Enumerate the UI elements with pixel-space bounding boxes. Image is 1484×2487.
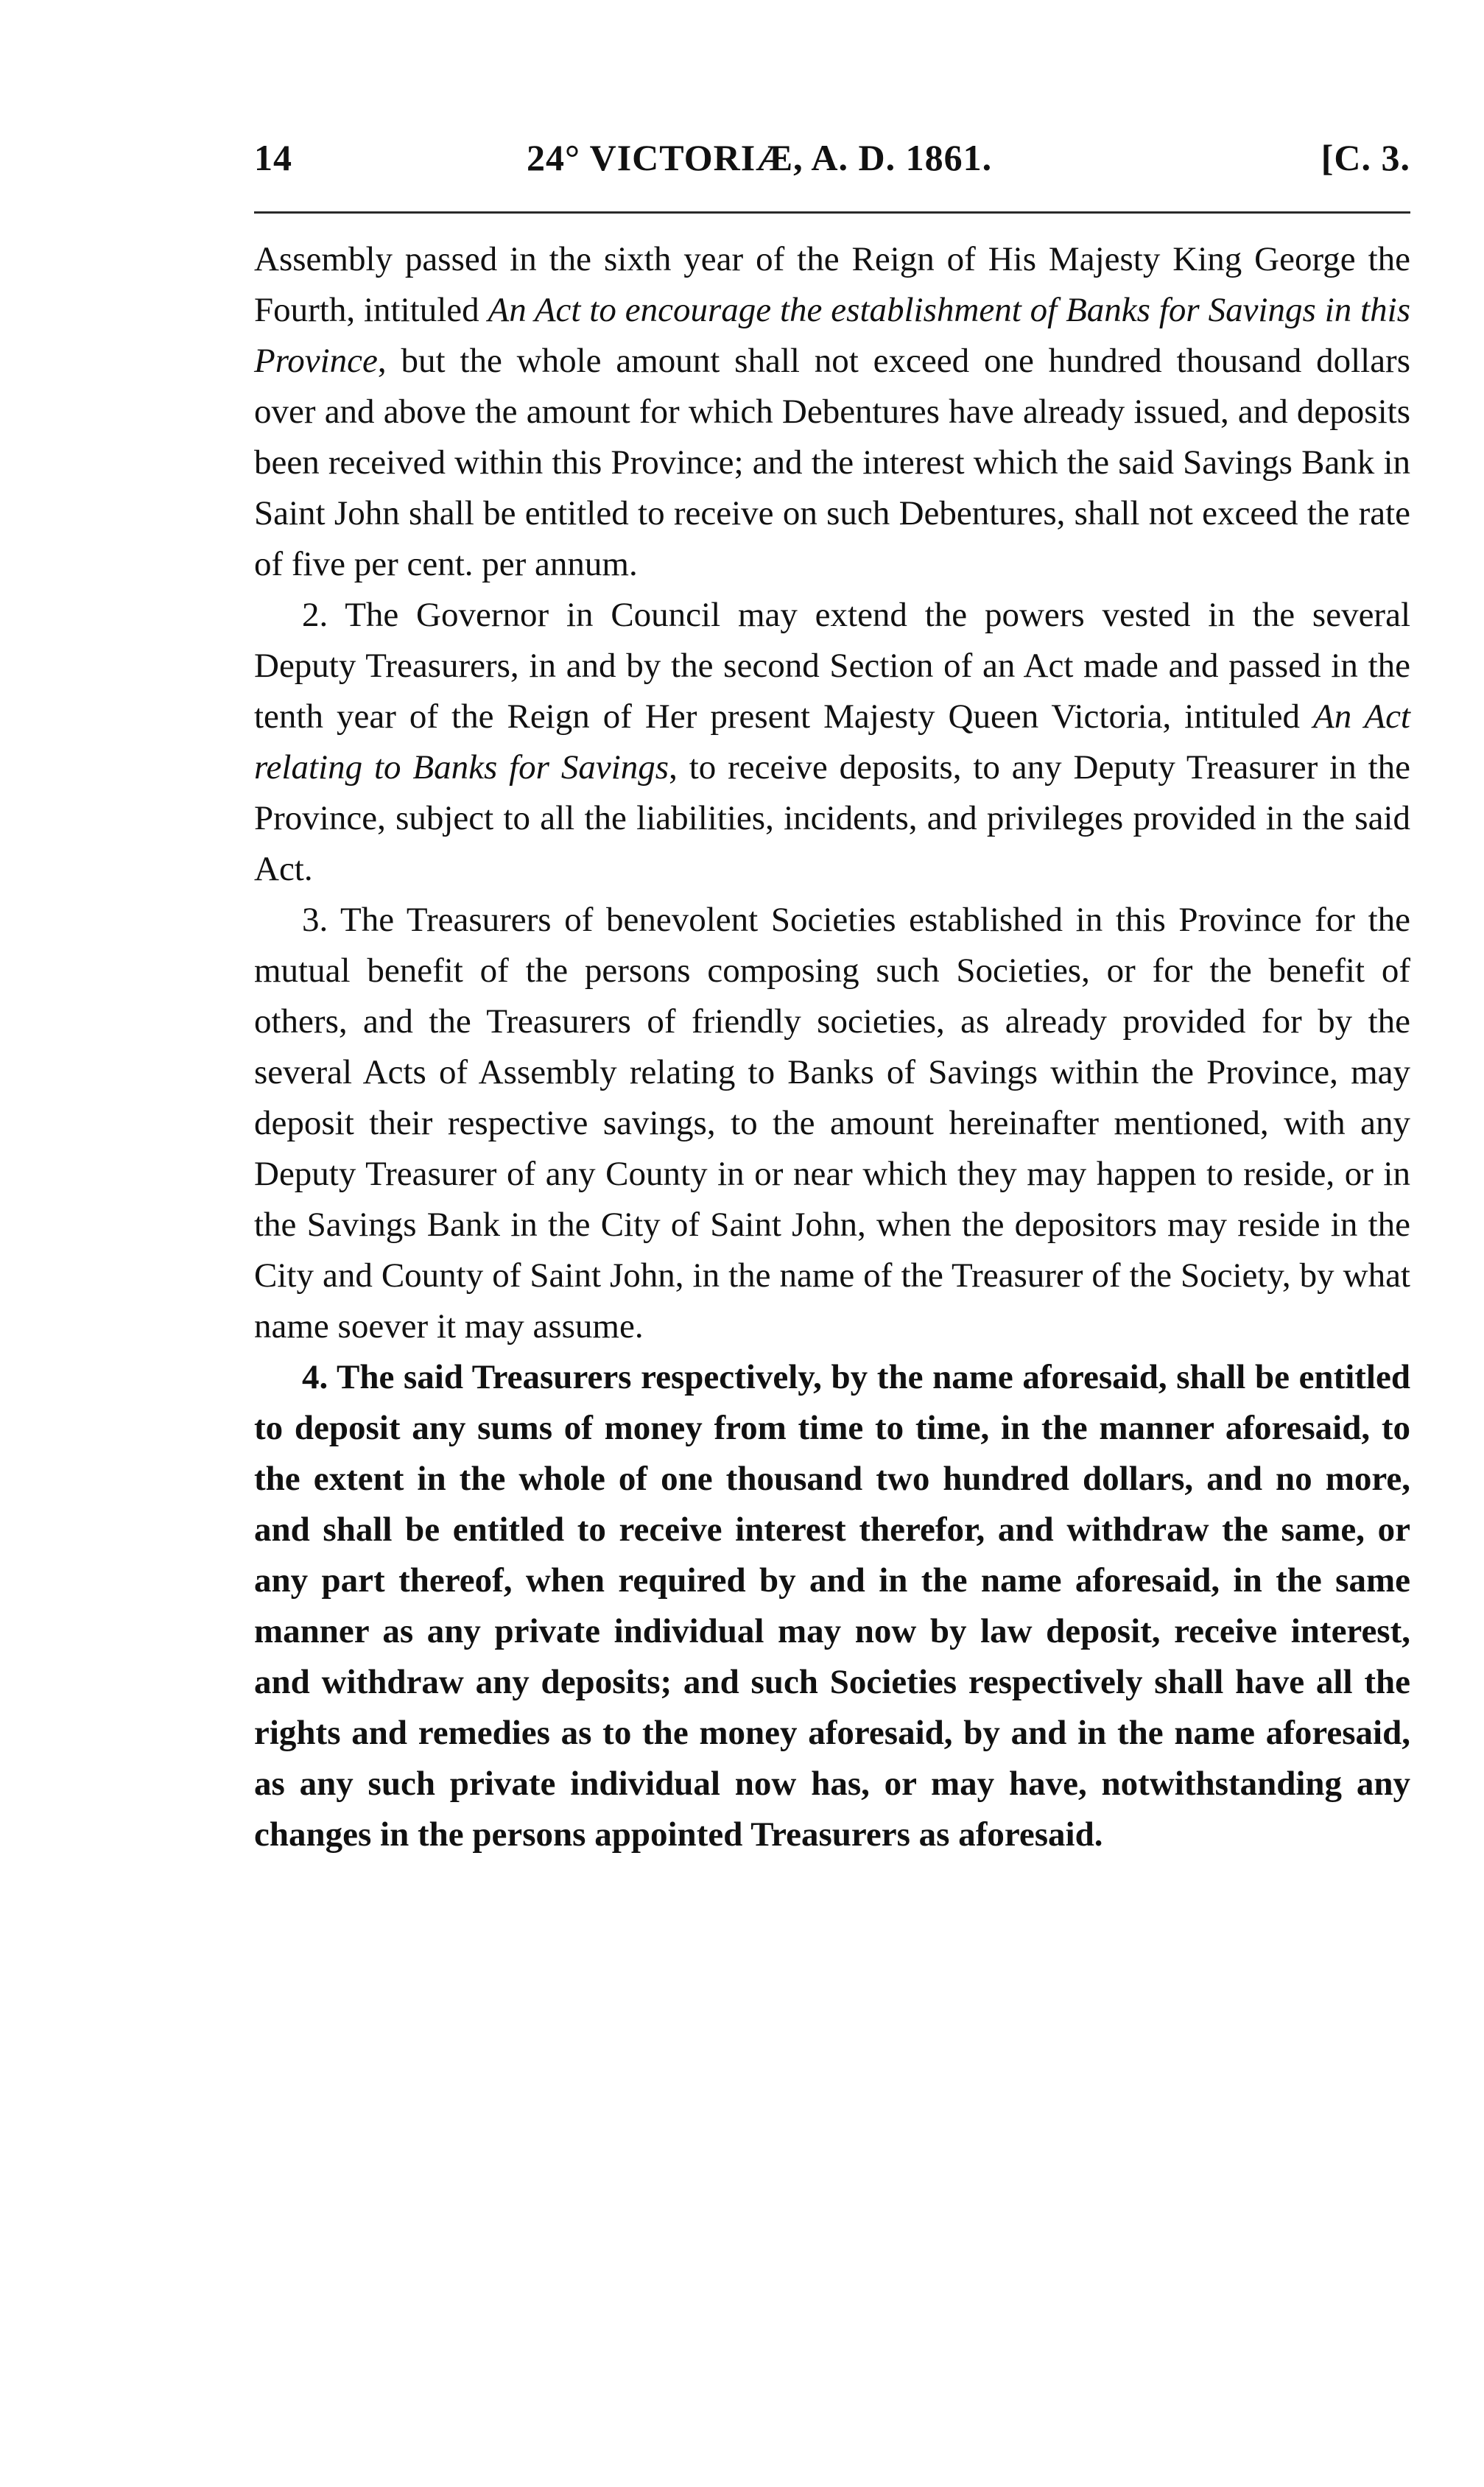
running-title: 24° VICTORIÆ, A. D. 1861. — [527, 137, 993, 178]
act-title: An Act to encourage the establishment of Banks for Savings in this Province — [254, 291, 1411, 380]
page-number: 14 — [254, 137, 292, 178]
paragraph-text: 2. The Governor in Council may extend the powers vested in the several Deputy Treasurers, in and by the second Section of an Act made and passed in the tenth year of the Reign of Her present Majesty Queen Victoria, intituled — [254, 596, 1410, 736]
paragraph-text: 3. The Treasurers of benevolent Societies established in this Province for the mutual benefit of the persons composing such Societies, or for the benefit of others, and the Treasurers of friendly societies, as already provided for by the several Acts of Assembly relating to Banks of Savings within the Province, may deposit their respective savings, to the amount hereinafter mentioned, with any Deputy Treasurer of any County in or near which they may happen to reside, or in the Savings Bank in the City of Saint John, when the depositors may reside in the City and County of Saint John, in the name of the Treasurer of the Society, by what name soever it may assume. — [254, 901, 1410, 1345]
paragraph-text: Assembly passed in the sixth year of the Reign of His Majesty King George the Fourth, intituled — [254, 240, 1410, 329]
header-rule — [254, 211, 1410, 214]
chapter-reference: [C. 3. — [1321, 137, 1410, 178]
section-4 — [254, 1352, 1410, 1860]
paragraph-text: 4. The said Treasurers respectively, by the name aforesaid, shall be entitled to deposit any sums of money from time to time, in the manner aforesaid, to the extent in the whole of one thousand two hundred dollars, and no more, and shall be entitled to receive interest therefor, and withdraw the same, or any part thereof, when required by and in the name aforesaid, in the same manner as any private individual may now by law deposit, receive interest, and withdraw any deposits; and such Societies respectively shall have all the rights and remedies as to the money aforesaid, by and in the name aforesaid, as any such private individual now has, or may have, notwithstanding any changes in the persons appointed Treasurers as aforesaid. — [254, 1358, 1410, 1854]
running-header — [254, 136, 1410, 195]
section-3 — [254, 895, 1410, 1352]
body-text — [254, 234, 1410, 1860]
paragraph-text: , but the whole amount shall not exceed one hundred thousand dollars over and above the amount for which Debentures have already issued, and deposits been received within this Province; and the interest which the said Savings Bank in Saint John shall be entitled to receive on such Debentures, shall not exceed the rate of five per cent. per annum. — [254, 342, 1410, 583]
section-2 — [254, 590, 1410, 895]
act-title: An Act relating to Banks for Savings — [254, 697, 1410, 787]
paragraph-text: , to receive deposits, to any Deputy Treasurer in the Province, subject to all the liabilities, incidents, and privileges provided in the said Act. — [254, 748, 1410, 888]
paragraph-continuation — [254, 234, 1410, 590]
